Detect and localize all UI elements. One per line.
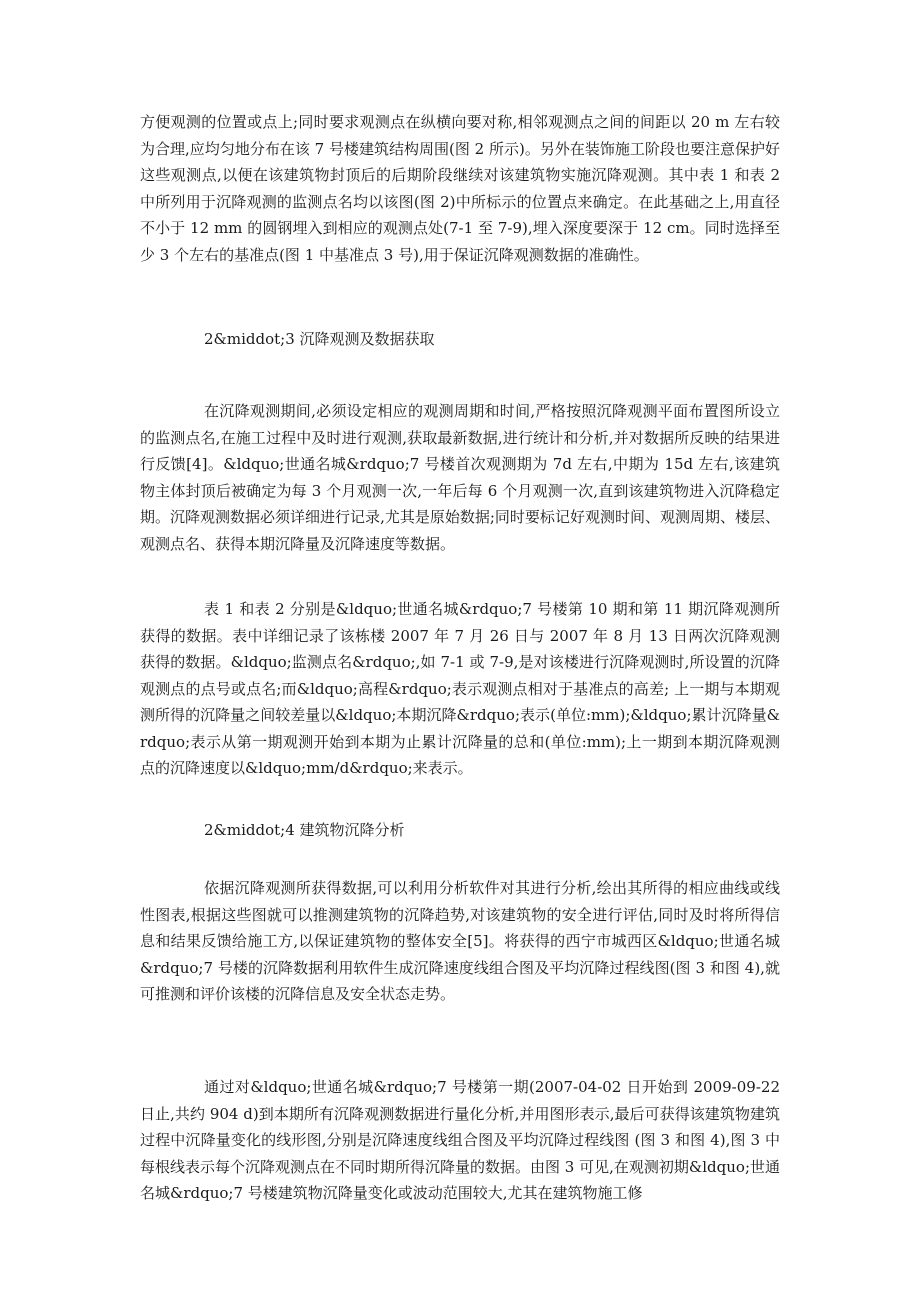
paragraph-observation-period: 在沉降观测期间,必须设定相应的观测周期和时间,严格按照沉降观测平面布置图所设立的监测点名,在施工过程中及时进行观测,获取最新数据,进行统计和分析,并对数据所反映的结果进行反馈[4]。&ldquo;世通名城&rdquo;7 号楼首次观测期为 7d 左右,中期为 15d 左右,该建筑物主体封顶后被确定为每 3 个月观测一次,一年后每 6 个月观测一次,直到该建筑物进入沉降稳定期。沉降观测数据必须详细进行记录,尤其是原始数据;同时要标记好观测时间、观测周期、楼层、观测点名、获得本期沉降量及沉降速度等数据。: [140, 402, 780, 553]
section-heading-2-4: 2&middot;4 建筑物沉降分析: [204, 821, 405, 839]
section-heading-2-3: 2&middot;3 沉降观测及数据获取: [204, 330, 435, 348]
paragraph-settlement-analysis: 依据沉降观测所获得数据,可以利用分析软件对其进行分析,绘出其所得的相应曲线或线性图表,根据这些图就可以推测建筑物的沉降趋势,对该建筑物的安全进行评估,同时及时将所得信息和结果反馈给施工方,以保证建筑物的整体安全[5]。将获得的西宁市城西区&ldquo;世通名城&rdquo;7 号楼的沉降数据利用软件生成沉降速度线组合图及平均沉降过程线图(图 3 和图 4),就可推测和评价该楼的沉降信息及安全状态走势。: [140, 879, 780, 1003]
paragraph-table-description: 表 1 和表 2 分别是&ldquo;世通名城&rdquo;7 号楼第 10 期和第 11 期沉降观测所获得的数据。表中详细记录了该栋楼 2007 年 7 月 26 日与 2007 年 8 月 13 日两次沉降观测获得的数据。&ldquo;监测点名&rdquo;,如 7-1 或 7-9,是对该楼进行沉降观测时,所设置的沉降观测点的点号或点名;而&ldquo;高程&rdquo;表示观测点相对于基准点的高差; 上一期与本期观测所得的沉降量之间较差量以&ldquo;本期沉降&rdquo;表示(单位:mm);&ldquo;累计沉降量&rdquo;表示从第一期观测开始到本期为止累计沉降量的总和(单位:mm);上一期到本期沉降观测点的沉降速度以&ldquo;mm/d&rdquo;来表示。: [140, 600, 780, 777]
paragraph-quantitative-analysis: 通过对&ldquo;世通名城&rdquo;7 号楼第一期(2007-04-02 日开始到 2009-09-22 日止,共约 904 d)到本期所有沉降观测数据进行量化分析,并用图形表示,最后可获得该建筑物建筑过程中沉降量变化的线形图,分别是沉降速度线组合图及平均沉降过程线图 (图 3 和图 4),图 3 中每根线表示每个沉降观测点在不同时期所得沉降量的数据。由图 3 可见,在观测初期&ldquo;世通名城&rdquo;7 号楼建筑物沉降量变化或波动范围较大,尤其在建筑物施工修: [140, 1078, 785, 1202]
paragraph-observation-points: 方便观测的位置或点上;同时要求观测点在纵横向要对称,相邻观测点之间的间距以 20 m 左右较为合理,应均匀地分布在该 7 号楼建筑结构周围(图 2 所示)。另外在装饰施工阶段也要注意保护好这些观测点,以便在该建筑物封顶后的后期阶段继续对该建筑物实施沉降观测。其中表 1 和表 2 中所列用于沉降观测的监测点名均以该图(图 2)中所标示的位置点来确定。在此基础之上,用直径不小于 12 mm 的圆钢埋入到相应的观测点处(7-1 至 7-9),埋入深度要深于 12 cm。同时选择至少 3 个左右的基准点(图 1 中基准点 3 号),用于保证沉降观测数据的准确性。: [140, 113, 785, 264]
